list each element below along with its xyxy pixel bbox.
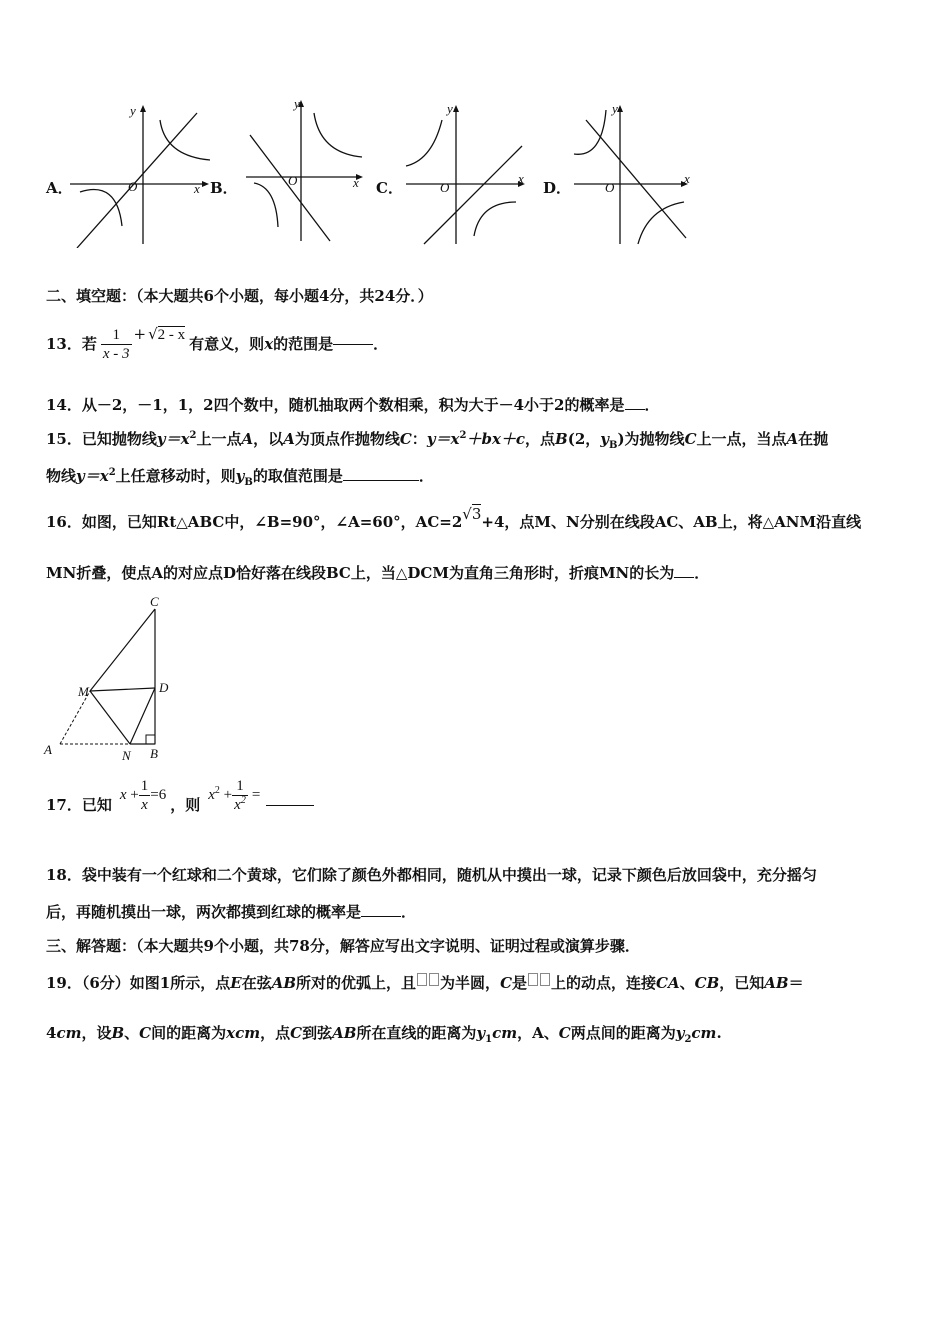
- q15-var: A: [283, 430, 295, 448]
- q19-var: AB: [764, 974, 789, 992]
- q15-eq: y＝x: [426, 430, 460, 448]
- q15-var: y: [600, 430, 609, 448]
- placeholder-box-icon: [527, 974, 551, 992]
- q15-sub: B: [609, 440, 618, 451]
- y-label: y: [130, 103, 136, 118]
- x-axis-arrow: [202, 181, 209, 187]
- q13-sqrt: [148, 324, 185, 345]
- hyperbola-branch-lower: [254, 183, 278, 227]
- q19-unit: cm: [691, 1024, 717, 1042]
- q16-sqrt: [462, 505, 481, 523]
- q17-eq: =: [251, 787, 261, 803]
- option-d-label: D．: [543, 179, 572, 197]
- q15-text: 在抛: [798, 430, 829, 448]
- right-angle-mark: [146, 735, 155, 744]
- question-18-line-1: 18．袋中装有一个红球和二个黄球，它们除了颜色外都相同，随机从中摸出一球，记录下颜色后放回袋中，充分摇匀: [46, 866, 817, 884]
- q19-var: y: [675, 1024, 685, 1042]
- q15-var: C: [399, 430, 412, 448]
- q17-var: x: [119, 787, 127, 803]
- label-b: B: [150, 746, 158, 761]
- x-label: x: [518, 171, 524, 186]
- y-label: y: [612, 101, 618, 116]
- origin-label: O: [128, 179, 138, 194]
- q19-text: ＝: [788, 974, 804, 992]
- q17-frac-den: [232, 795, 248, 814]
- q15-var: A: [786, 430, 799, 448]
- q19-var: C: [139, 1024, 152, 1042]
- q19-var: AB: [332, 1024, 357, 1042]
- q16-triangle-figure: [40, 592, 180, 764]
- q16-sqrt-body: 3: [471, 505, 482, 523]
- q13-frac-den: x - 3: [102, 345, 130, 362]
- label-m: M: [78, 684, 89, 699]
- q19-unit: cm: [492, 1024, 518, 1042]
- q19-text: 所对的优弧上，且: [296, 974, 417, 992]
- option-a-graph: [62, 98, 212, 248]
- origin-label: O: [440, 180, 450, 195]
- q15-text: 物线: [46, 467, 77, 485]
- y-label: y: [294, 96, 300, 111]
- q19-text: 、: [679, 974, 695, 992]
- q15-answer-blank[interactable]: [343, 480, 419, 481]
- label-c: C: [150, 594, 159, 609]
- hyperbola-branch-upper: [574, 110, 606, 154]
- question-15-line-2: [46, 466, 434, 486]
- q19-var: CA: [656, 974, 680, 992]
- q15-text: 为顶点作抛物线: [294, 430, 400, 448]
- q15-sup: 2: [189, 430, 197, 441]
- q17-plus: +: [223, 787, 233, 803]
- q19-text: ，已知: [719, 974, 765, 992]
- q15-var: C: [684, 430, 697, 448]
- q19-text: 为半圆，: [440, 974, 501, 992]
- q15-text: ：: [411, 430, 427, 448]
- q19-text: 在弦: [241, 974, 272, 992]
- q15-text: 15．已知抛物线: [46, 430, 157, 448]
- q13-var: x: [264, 335, 274, 353]
- q13-number: 13．若: [46, 335, 97, 353]
- q19-text: 到弦: [302, 1024, 333, 1042]
- q13-end: ．: [373, 335, 389, 353]
- option-c-label: C．: [376, 179, 403, 197]
- q17-number: 17．已知: [46, 796, 112, 814]
- question-19-line-2: [46, 1023, 722, 1043]
- q19-text: 两点间的距离为: [570, 1024, 676, 1042]
- segment-mn: [90, 691, 130, 744]
- placeholder-box-icon: [416, 974, 440, 992]
- sqrt-icon: √: [148, 324, 158, 343]
- q19-var: y: [476, 1024, 486, 1042]
- linear-line: [250, 135, 330, 241]
- q19-text: ，点: [260, 1024, 291, 1042]
- q18-end: ．: [401, 903, 417, 921]
- q15-text: 上任意移动时，则: [115, 467, 236, 485]
- q19-text: ，A、: [517, 1024, 559, 1042]
- y-label: y: [447, 101, 453, 116]
- segment-mc: [90, 609, 155, 691]
- q17-plus: +: [130, 787, 139, 803]
- q19-text: 19．（6分）如图1所示，点: [46, 974, 231, 992]
- question-18-line-2: [46, 902, 416, 922]
- hyperbola-branch-upper: [406, 120, 442, 166]
- q15-sub: B: [244, 477, 253, 488]
- q14-text: 14．从－2，－1，1，2四个数中，随机抽取两个数相乘，积为大于－4小于2的概率是: [46, 396, 625, 414]
- q17-answer-blank[interactable]: [266, 805, 314, 806]
- segment-md: [90, 688, 155, 691]
- option-b-graph: [238, 95, 373, 245]
- linear-line: [586, 120, 686, 238]
- q15-text: ，以: [253, 430, 284, 448]
- q15-text: 上一点: [196, 430, 242, 448]
- q17-then: ，则: [170, 796, 201, 814]
- q15-text: 的取值范围是: [252, 467, 343, 485]
- q19-text: 上的动点，连接: [551, 974, 657, 992]
- option-b-label: B．: [210, 179, 238, 197]
- label-d: D: [159, 680, 169, 695]
- q17-expr2: [208, 785, 232, 805]
- x-label: x: [194, 181, 200, 196]
- q19-text: 所在直线的距离为: [356, 1024, 477, 1042]
- q19-text: 、: [124, 1024, 140, 1042]
- q15-end: ．: [418, 467, 434, 485]
- q19-text: 是: [512, 974, 528, 992]
- q13-text2: 的范围是: [273, 335, 334, 353]
- q19-var: C: [558, 1024, 571, 1042]
- q18-text: 后，再随机摸出一球，两次都摸到红球的概率是: [46, 903, 362, 921]
- q19-var: C: [500, 974, 513, 992]
- q17-eq6: =6: [150, 787, 167, 803]
- y-axis-arrow: [140, 105, 146, 112]
- question-19-line-1: [46, 973, 804, 993]
- q15-var: B: [555, 430, 568, 448]
- question-17: [46, 777, 314, 830]
- x-label: x: [684, 171, 690, 186]
- q14-answer-blank[interactable]: [625, 409, 645, 410]
- option-d-graph: [566, 98, 706, 248]
- segment-nd: [130, 688, 155, 744]
- q16-text: MN折叠，使点A的对应点D恰好落在线段BC上，当△DCM为直角三角形时，折痕MN的长为: [46, 564, 675, 582]
- q16-answer-blank[interactable]: [674, 577, 694, 578]
- question-15-line-1: [46, 429, 828, 449]
- option-a-label: A．: [46, 179, 73, 197]
- q15-text: (2，: [567, 430, 601, 448]
- q19-var: B: [111, 1024, 125, 1042]
- q17-fraction-2: [232, 777, 248, 814]
- q17-frac-den: x: [139, 795, 151, 814]
- q15-eq: y＝x: [156, 430, 190, 448]
- q14-end: ．: [644, 396, 660, 414]
- q17-sup: 2: [240, 794, 246, 806]
- q15-text: 上一点，当点: [696, 430, 787, 448]
- hyperbola-branch-upper: [314, 113, 362, 157]
- q16-text: 16．如图，已知Rt△ABC中，∠B=90°，∠A=60°，AC=2: [46, 513, 463, 531]
- q19-text: ，设: [81, 1024, 112, 1042]
- q16-text: +4，点M、N分别在线段AC、AB上，将△ANM沿直线: [481, 513, 862, 531]
- q13-sqrt-body: 2 - x: [157, 326, 186, 343]
- x-label: x: [353, 175, 359, 190]
- q13-frac-num: 1: [112, 326, 120, 343]
- q19-sub: 1: [485, 1034, 493, 1045]
- q19-var: xcm: [226, 1024, 261, 1042]
- q15-var: A: [241, 430, 254, 448]
- q17-frac-den-var: x: [234, 796, 241, 813]
- question-13: [46, 314, 388, 374]
- y-axis-arrow: [617, 105, 623, 112]
- q15-eq: y＝x: [76, 467, 109, 485]
- q17-frac-num: 1: [140, 777, 149, 794]
- linear-line: [424, 146, 522, 244]
- q19-var: E: [230, 974, 242, 992]
- question-16-line-2: [46, 563, 709, 583]
- q15-text: ，点: [525, 430, 556, 448]
- q13-plus: +: [133, 325, 147, 343]
- q19-text: 4: [46, 1024, 57, 1042]
- q17-var: x: [208, 787, 215, 803]
- q19-text: 间的距离为: [151, 1024, 227, 1042]
- q19-unit: cm: [56, 1024, 82, 1042]
- q17-frac-num: 1: [236, 777, 244, 794]
- question-14: [46, 395, 660, 415]
- q13-fraction: [101, 326, 132, 363]
- q15-var: y: [235, 467, 245, 485]
- y-axis-arrow: [453, 105, 459, 112]
- q19-var: AB: [271, 974, 297, 992]
- q17-fraction-1: [139, 777, 151, 814]
- q15-sup: 2: [459, 430, 467, 441]
- q18-answer-blank[interactable]: [361, 916, 401, 917]
- section-2-title: 二、填空题：（本大题共6个小题，每小题4分，共24分．）: [46, 287, 433, 305]
- hyperbola-branch-lower: [474, 202, 516, 236]
- q16-end: ．: [694, 564, 710, 582]
- q19-sub: 2: [684, 1034, 692, 1045]
- q15-text: )为抛物线: [617, 430, 685, 448]
- section-3-title: 三、解答题：（本大题共9个小题，共78分，解答应写出文字说明、证明过程或演算步骤．: [46, 937, 640, 955]
- q17-expr1: [120, 785, 139, 805]
- origin-label: O: [605, 180, 615, 195]
- q15-sup: 2: [108, 467, 116, 478]
- q15-eq: ＋bx＋c: [466, 430, 526, 448]
- origin-label: O: [288, 173, 298, 188]
- sqrt-icon: √: [462, 505, 472, 523]
- q19-var: CB: [694, 974, 720, 992]
- question-16-line-1: [46, 505, 862, 532]
- option-c-graph: [398, 98, 538, 248]
- q19-var: C: [290, 1024, 303, 1042]
- q13-text: 有意义，则: [189, 335, 265, 353]
- q13-answer-blank[interactable]: [333, 344, 373, 345]
- label-a: A: [44, 742, 52, 757]
- q19-end: .: [716, 1024, 722, 1042]
- label-n: N: [122, 748, 131, 763]
- q17-sup: 2: [214, 785, 220, 796]
